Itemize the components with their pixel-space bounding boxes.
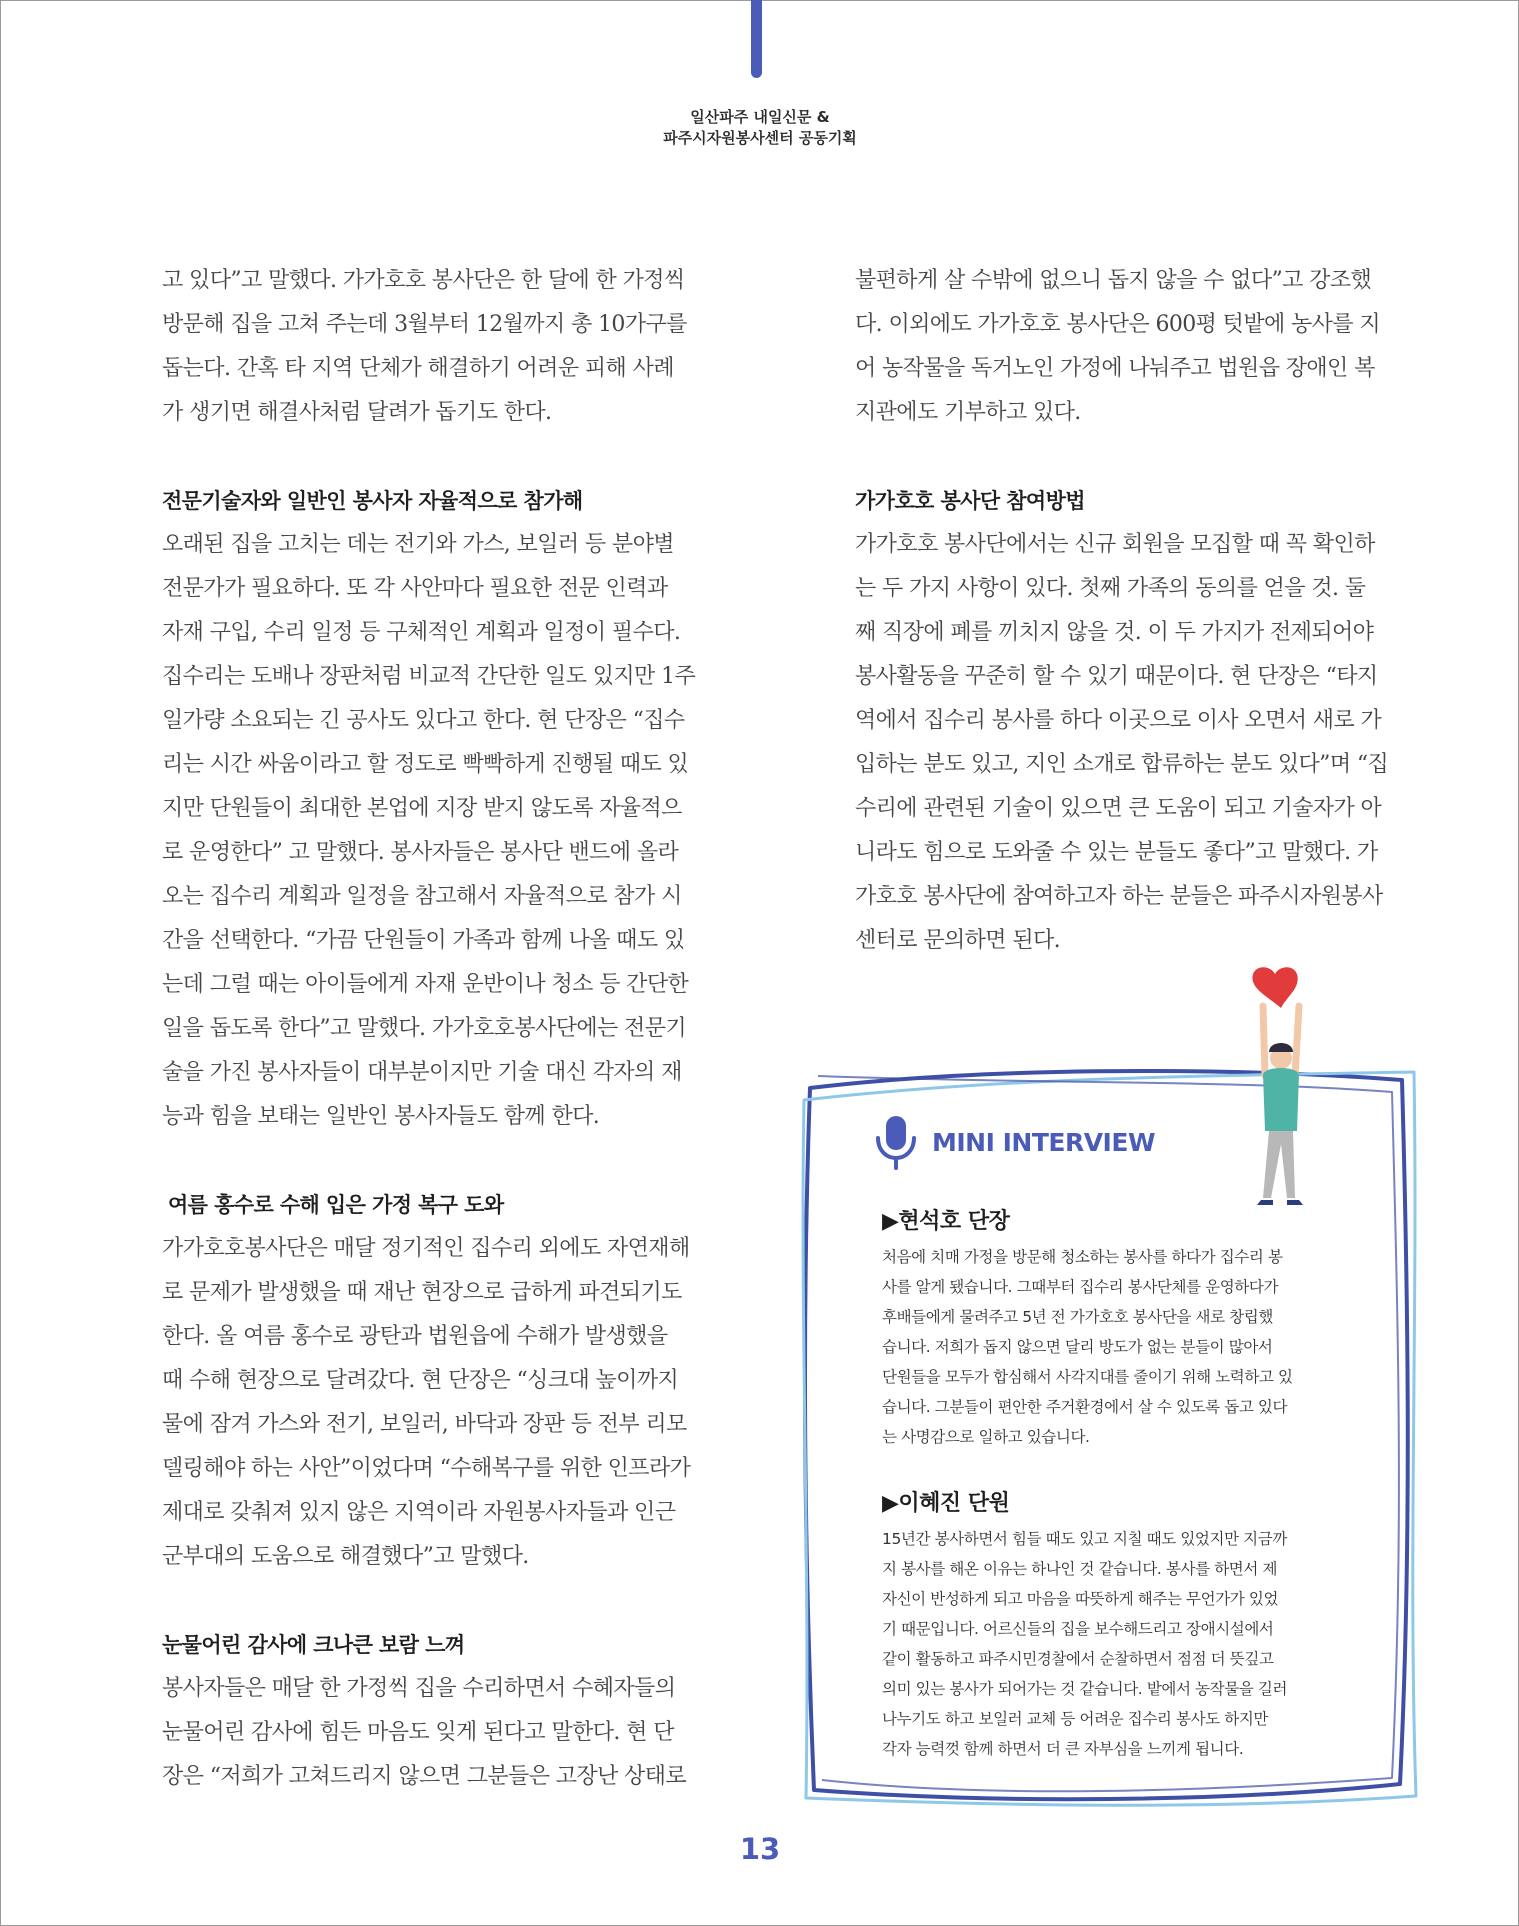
section-how-to-join bbox=[855, 479, 1425, 963]
text-line: 눈물어린 감사에 힘든 마음도 잊게 된다고 말한다. 현 단 bbox=[162, 1720, 674, 1745]
text-line: 일가량 소요되는 긴 공사도 있다고 한다. 현 단장은 “집수 bbox=[162, 708, 685, 733]
interview-text-line: 기 때문입니다. 어르신들의 집을 보수해드리고 장애시설에서 bbox=[882, 1620, 1274, 1638]
text-line: 델링해야 하는 사안”이었다며 “수해복구를 위한 인프라가 bbox=[162, 1456, 691, 1481]
section-expert-volunteers bbox=[162, 479, 732, 1139]
text-line: 째 직장에 폐를 끼치지 않을 것. 이 두 가지가 전제되어야 bbox=[855, 620, 1374, 645]
text-line: 수리에 관련된 기술이 있으면 큰 도움이 되고 기술자가 아 bbox=[855, 796, 1382, 821]
text-line: 가가호호 봉사단에서는 신규 회원을 모집할 때 꼭 확인하 bbox=[855, 532, 1375, 557]
text-line: 방문해 집을 고쳐 주는데 3월부터 12월까지 총 10가구를 bbox=[162, 312, 687, 337]
text-line: 능과 힘을 보태는 일반인 봉사자들도 함께 한다. bbox=[162, 1104, 600, 1129]
text-line: 어 농작물을 독거노인 가정에 나눠주고 법원읍 장애인 복 bbox=[855, 356, 1375, 381]
text-line: 일을 돕도록 한다”고 말했다. 가가호호봉사단에는 전문기 bbox=[162, 1016, 687, 1041]
interview-text-line: 각자 능력껏 함께 하면서 더 큰 자부심을 느끼게 됩니다. bbox=[882, 1740, 1244, 1758]
text-line: 고 있다”고 말했다. 가가호호 봉사단은 한 달에 한 가정씩 bbox=[162, 268, 685, 293]
header-line-1: 일산파주 내일신문 & bbox=[690, 108, 830, 126]
text-line: 간을 선택한다. “가끔 단원들이 가족과 함께 나올 때도 있 bbox=[162, 928, 685, 953]
text-line: 역에서 집수리 봉사를 하다 이곳으로 이사 오면서 새로 가 bbox=[855, 708, 1382, 733]
text-line: 로 운영한다” 고 말했다. 봉사자들은 봉사단 밴드에 올라 bbox=[162, 840, 679, 865]
text-line: 돕는다. 간혹 타 지역 단체가 해결하기 어려운 피해 사례 bbox=[162, 356, 674, 381]
text-line: 집수리는 도배나 장판처럼 비교적 간단한 일도 있지만 1주 bbox=[162, 664, 696, 689]
text-line: 지만 단원들이 최대한 본업에 지장 받지 않도록 자율적으 bbox=[162, 796, 682, 821]
text-line: 가가호호봉사단은 매달 정기적인 집수리 외에도 자연재해 bbox=[162, 1236, 690, 1261]
interviewee-name: ▶이혜진 단원 bbox=[882, 1491, 1010, 1516]
interview-text-line: 단원들을 모두가 합심해서 사각지대를 줄이기 위해 노력하고 있 bbox=[882, 1368, 1293, 1386]
interview-text-line: 후배들에게 물려주고 5년 전 가가호호 봉사단을 새로 창립했 bbox=[882, 1308, 1273, 1326]
text-line: 불편하게 살 수밖에 없으니 돕지 않을 수 없다”고 강조했 bbox=[855, 268, 1372, 293]
text-line: 다. 이외에도 가가호호 봉사단은 600평 텃밭에 농사를 지 bbox=[855, 312, 1381, 337]
section-gratitude bbox=[162, 1623, 732, 1799]
left-column bbox=[162, 259, 732, 1799]
text-line: 전문가가 필요하다. 또 각 사안마다 필요한 전문 인력과 bbox=[162, 576, 668, 601]
text-line: 는데 그럴 때는 아이들에게 자재 운반이나 청소 등 간단한 bbox=[162, 972, 689, 997]
interview-text-line: 사를 알게 됐습니다. 그때부터 집수리 봉사단체를 운영하다가 bbox=[882, 1278, 1279, 1296]
person-holding-heart-icon bbox=[1241, 966, 1321, 1216]
section-heading: 가가호호 봉사단 참여방법 bbox=[855, 489, 1085, 513]
text-line: 물에 잠겨 가스와 전기, 보일러, 바닥과 장판 등 전부 리모 bbox=[162, 1412, 687, 1437]
right-intro bbox=[855, 259, 1425, 435]
interview-text-line: 15년간 봉사하면서 힘들 때도 있고 지칠 때도 있었지만 지금까 bbox=[882, 1530, 1287, 1548]
header-line-2: 파주시자원봉사센터 공동기획 bbox=[663, 129, 857, 147]
text-line: 군부대의 도움으로 해결했다”고 말했다. bbox=[162, 1544, 529, 1569]
microphone-icon bbox=[874, 1114, 918, 1170]
text-line: 자재 구입, 수리 일정 등 구체적인 계획과 일정이 필수다. bbox=[162, 620, 681, 645]
page-number: 13 bbox=[739, 1832, 781, 1866]
text-line: 가 생기면 해결사처럼 달려가 돕기도 한다. bbox=[162, 400, 552, 425]
text-line: 장은 “저희가 고쳐드리지 않으면 그분들은 고장난 상태로 bbox=[162, 1764, 687, 1789]
section-flood-recovery bbox=[162, 1183, 732, 1579]
page-header bbox=[560, 107, 960, 149]
text-line: 오는 집수리 계획과 일정을 참고해서 자율적으로 참가 시 bbox=[162, 884, 682, 909]
text-line: 센터로 문의하면 된다. bbox=[855, 928, 1061, 953]
text-line: 지관에도 기부하고 있다. bbox=[855, 400, 1081, 425]
text-line: 술을 가진 봉사자들이 대부분이지만 기술 대신 각자의 재 bbox=[162, 1060, 682, 1085]
interview-text-line: 습니다. 저희가 돕지 않으면 달리 방도가 없는 분들이 많아서 bbox=[882, 1338, 1273, 1356]
interview-text-line: 자신이 반성하게 되고 마음을 따뜻하게 해주는 무언가가 있었 bbox=[882, 1590, 1279, 1608]
interview-text-line: 같이 활동하고 파주시민경찰에서 순찰하면서 점점 더 뜻깊고 bbox=[882, 1650, 1274, 1668]
section-heading: 눈물어린 감사에 크나큰 보람 느껴 bbox=[162, 1633, 465, 1657]
left-intro bbox=[162, 259, 732, 435]
text-line: 제대로 갖춰져 있지 않은 지역이라 자원봉사자들과 인근 bbox=[162, 1500, 676, 1525]
text-line: 오래된 집을 고치는 데는 전기와 가스, 보일러 등 분야별 bbox=[162, 532, 674, 557]
interview-text-line: 지 봉사를 해온 이유는 하나인 것 같습니다. 봉사를 하면서 제 bbox=[882, 1560, 1278, 1578]
section-heading: 여름 홍수로 수해 입은 가정 복구 도와 bbox=[168, 1193, 504, 1217]
interviewee-member bbox=[882, 1484, 1352, 1764]
text-line: 봉사활동을 꾸준히 할 수 있기 때문이다. 현 단장은 “타지 bbox=[855, 664, 1378, 689]
text-line: 로 문제가 발생했을 때 재난 현장으로 급하게 파견되기도 bbox=[162, 1280, 682, 1305]
interview-text-line: 의미 있는 봉사가 되어가는 것 같습니다. 밭에서 농작물을 길러 bbox=[882, 1680, 1288, 1698]
right-column bbox=[855, 259, 1425, 963]
text-line: 는 두 가지 사항이 있다. 첫째 가족의 동의를 얻을 것. 둘 bbox=[855, 576, 1366, 601]
section-heading: 전문기술자와 일반인 봉사자 자율적으로 참가해 bbox=[162, 489, 583, 513]
text-line: 입하는 분도 있고, 지인 소개로 합류하는 분도 있다”며 “집 bbox=[855, 752, 1389, 777]
mini-interview-box bbox=[796, 1062, 1424, 1808]
text-line: 때 수해 현장으로 달려갔다. 현 단장은 “싱크대 높이까지 bbox=[162, 1368, 679, 1393]
text-line: 리는 시간 싸움이라고 할 정도로 빡빡하게 진행될 때도 있 bbox=[162, 752, 689, 777]
text-line: 한다. 올 여름 홍수로 광탄과 법원읍에 수해가 발생했을 bbox=[162, 1324, 668, 1349]
interview-text-line: 처음에 치매 가정을 방문해 청소하는 봉사를 하다가 집수리 봉 bbox=[882, 1248, 1283, 1266]
interview-text-line: 는 사명감으로 일하고 있습니다. bbox=[882, 1428, 1090, 1446]
interview-text-line: 습니다. 그분들이 편안한 주거환경에서 살 수 있도록 돕고 있다 bbox=[882, 1398, 1288, 1416]
top-accent-bar bbox=[751, 0, 762, 78]
interviewee-name: ▶현석호 단장 bbox=[882, 1209, 1010, 1234]
text-line: 봉사자들은 매달 한 가정씩 집을 수리하면서 수혜자들의 bbox=[162, 1676, 676, 1701]
text-line: 니라도 힘으로 도와줄 수 있는 분들도 좋다”고 말했다. 가 bbox=[855, 840, 1378, 865]
interviewee-leader bbox=[882, 1202, 1352, 1452]
mini-interview-title: MINI INTERVIEW bbox=[932, 1128, 1156, 1157]
text-line: 가호호 봉사단에 참여하고자 하는 분들은 파주시자원봉사 bbox=[855, 884, 1383, 909]
interview-text-line: 나누기도 하고 보일러 교체 등 어려운 집수리 봉사도 하지만 bbox=[882, 1710, 1268, 1728]
